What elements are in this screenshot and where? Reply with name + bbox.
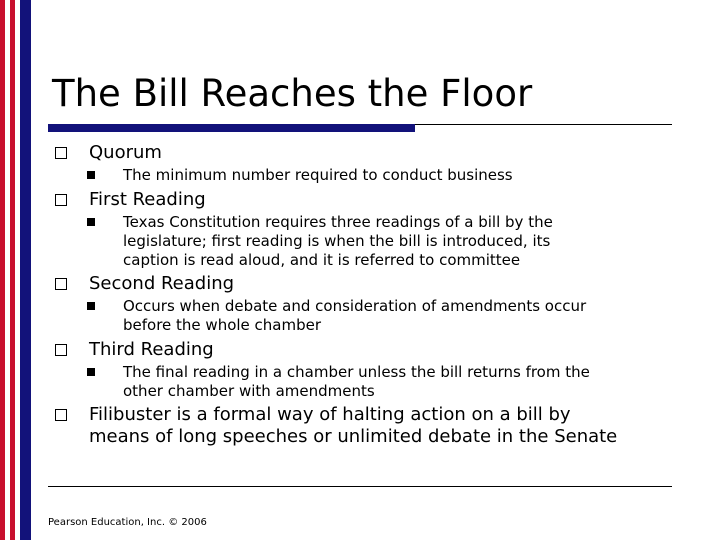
bullet-second-reading: Second Reading: [89, 273, 235, 294]
left-stripe-navy: [20, 0, 31, 540]
hollow-square-bullet-icon: [55, 278, 67, 290]
sub-bullet-third-reading-line-1: The final reading in a chamber unless the bill returns from the: [123, 363, 590, 381]
filled-square-bullet-icon: [87, 302, 95, 310]
sub-bullet-quorum: The minimum number required to conduct business: [123, 166, 513, 184]
filled-square-bullet-icon: [87, 218, 95, 226]
sub-bullet-third-reading-line-2: other chamber with amendments: [123, 382, 375, 400]
hollow-square-bullet-icon: [55, 409, 67, 421]
sub-bullet-second-reading-line-2: before the whole chamber: [123, 316, 322, 334]
bullet-quorum: Quorum: [89, 142, 162, 163]
sub-bullet-second-reading-line-1: Occurs when debate and consideration of amendments occur: [123, 297, 587, 315]
bullet-third-reading: Third Reading: [89, 339, 214, 360]
copyright-footer: Pearson Education, Inc. © 2006: [48, 517, 207, 528]
hollow-square-bullet-icon: [55, 147, 67, 159]
sub-bullet-first-reading-line-2: legislature; first reading is when the bill is introduced, its: [123, 232, 551, 250]
bullet-filibuster-line-2: means of long speeches or unlimited debate in the Senate: [89, 426, 618, 447]
slide-title: The Bill Reaches the Floor: [52, 72, 533, 115]
title-underline-rule: [415, 124, 672, 125]
title-underline-accent: [48, 124, 415, 132]
bullet-filibuster-line-1: Filibuster is a formal way of halting action on a bill by: [89, 404, 571, 425]
hollow-square-bullet-icon: [55, 194, 67, 206]
bullet-first-reading: First Reading: [89, 189, 206, 210]
filled-square-bullet-icon: [87, 171, 95, 179]
footer-rule: [48, 486, 672, 487]
sub-bullet-first-reading-line-3: caption is read aloud, and it is referred to committee: [123, 251, 521, 269]
filled-square-bullet-icon: [87, 368, 95, 376]
hollow-square-bullet-icon: [55, 344, 67, 356]
sub-bullet-first-reading-line-1: Texas Constitution requires three readings of a bill by the: [123, 213, 553, 231]
